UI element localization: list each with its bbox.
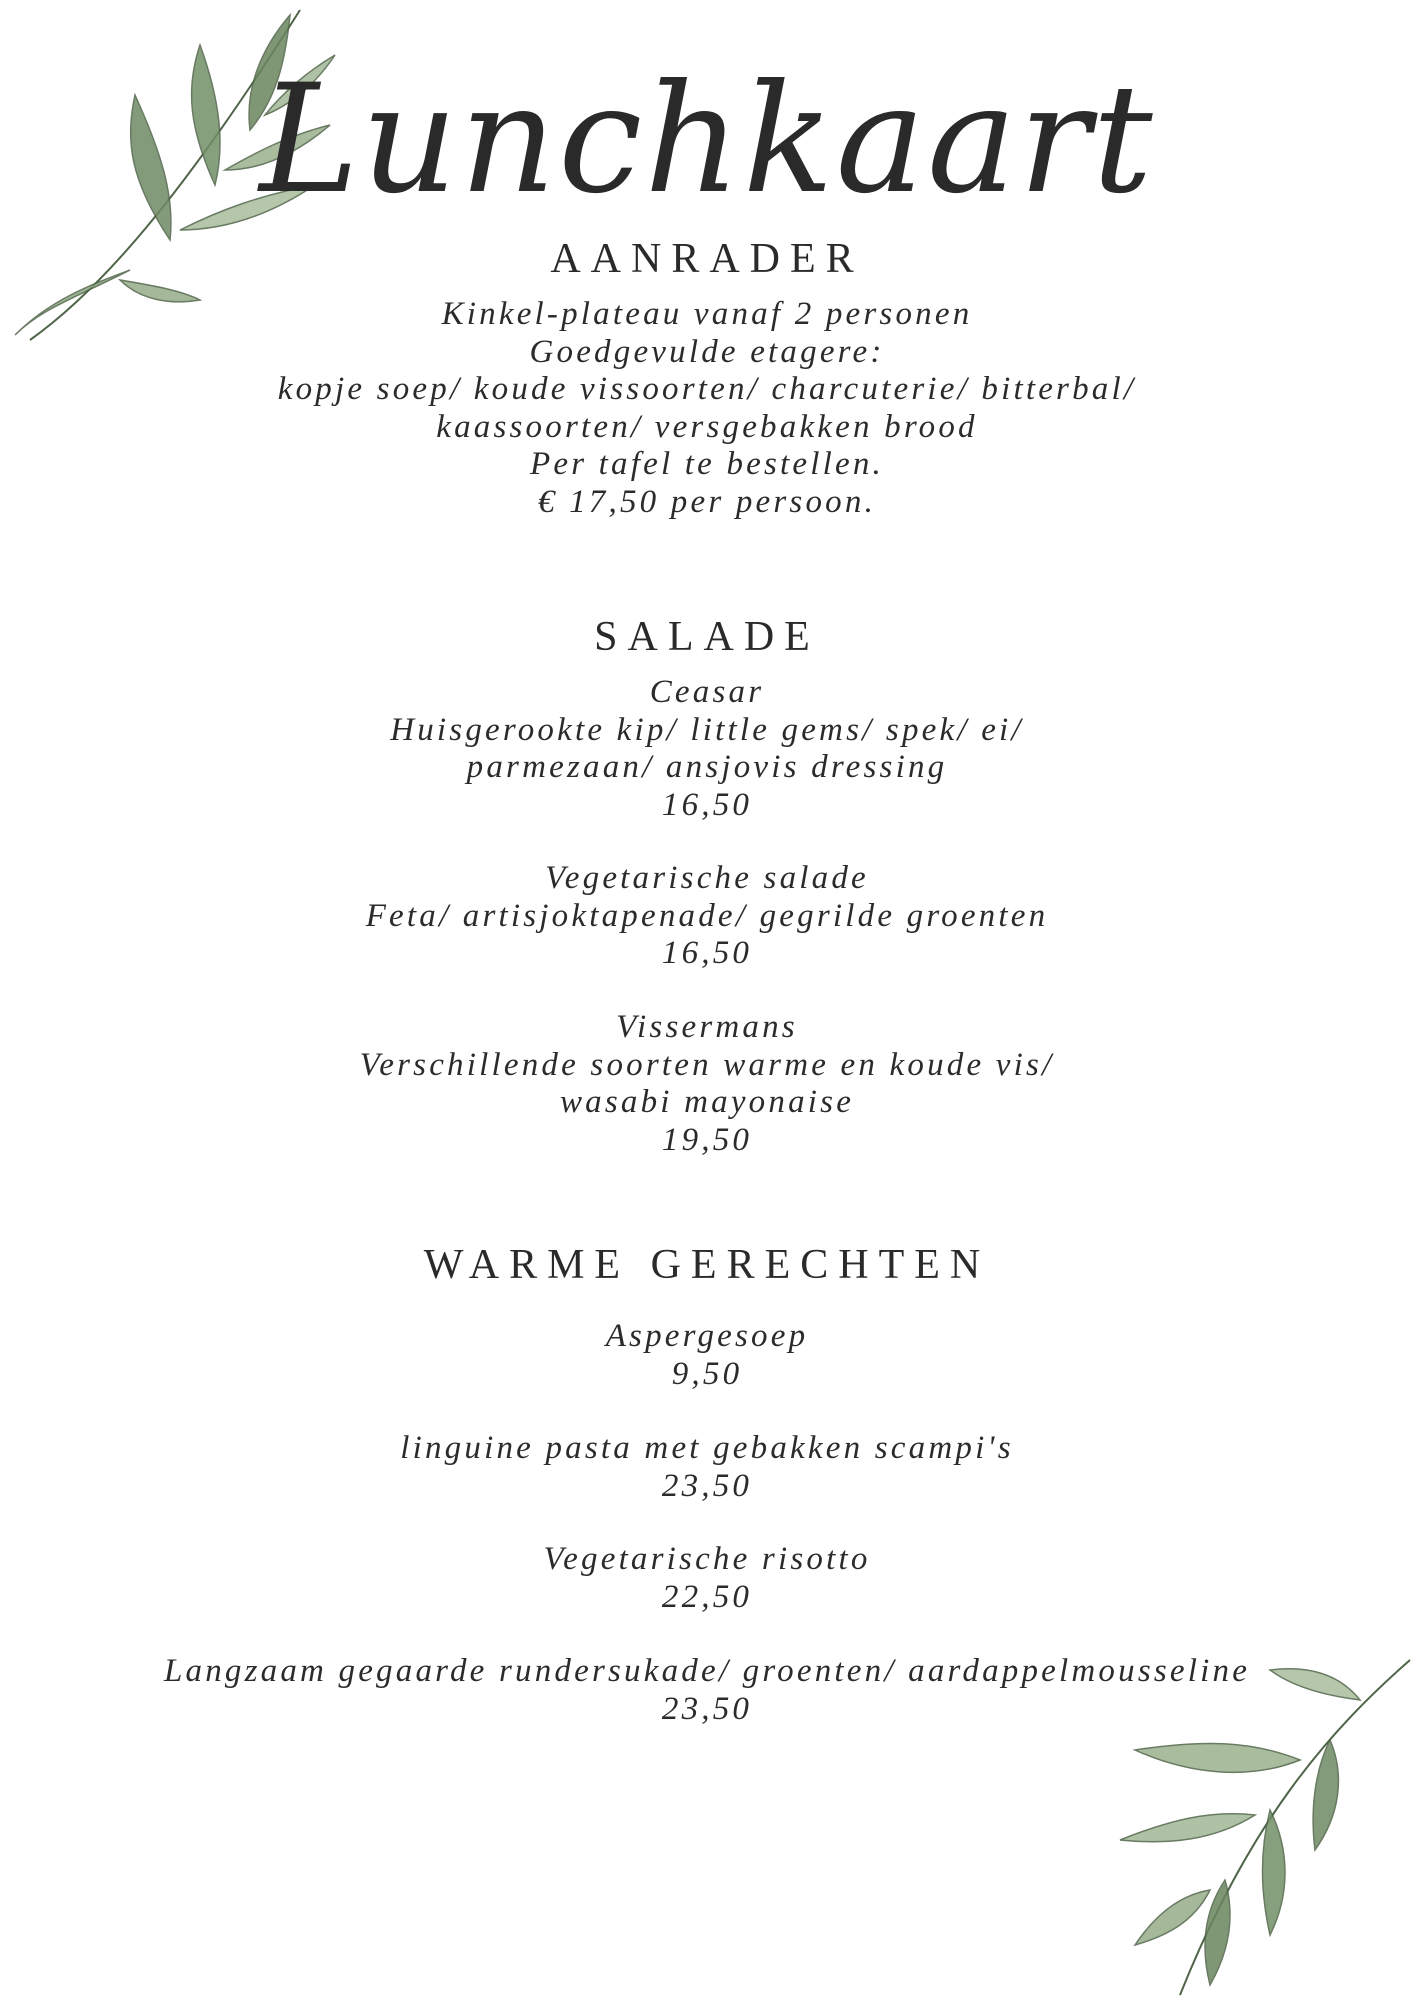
aanrader-line: kopje soep/ koude vissoorten/ charcuterie/ bitterbal/: [277, 371, 1137, 407]
item-description: Verschillende soorten warme en koude vis/: [359, 1046, 1055, 1083]
item-price: 23,50: [661, 1690, 753, 1727]
aanrader-line: € 17,50 per persoon.: [537, 483, 877, 520]
item-price: 9,50: [671, 1355, 743, 1392]
item-description: wasabi mayonaise: [559, 1084, 855, 1120]
page-title: Lunchkaart: [259, 53, 1155, 227]
menu-item-vissermans: [0, 1009, 1414, 1159]
section-heading-aanrader: AANRADER: [550, 236, 864, 282]
item-name: Aspergesoep: [605, 1318, 809, 1354]
aanrader-line: kaassoorten/ versgebakken brood: [436, 408, 978, 445]
item-name: Vissermans: [616, 1009, 798, 1045]
item-name: Ceasar: [649, 674, 765, 710]
menu-item-linguine: [0, 1430, 1414, 1505]
item-price: 16,50: [661, 935, 753, 971]
item-price: 16,50: [661, 786, 753, 823]
aanrader-description: [0, 296, 1414, 521]
item-name: Vegetarische salade: [545, 860, 869, 896]
item-description: Feta/ artisjoktapenade/ gegrilde groenten: [365, 897, 1049, 934]
item-description: Huisgerookte kip/ little gems/ spek/ ei/: [390, 711, 1024, 748]
item-name: Vegetarische risotto: [543, 1541, 871, 1577]
item-price: 23,50: [661, 1467, 753, 1504]
menu-item-vegetarische-risotto: [0, 1541, 1414, 1616]
menu-item-rundersukade: [0, 1653, 1414, 1728]
aanrader-line: Per tafel te bestellen.: [529, 446, 884, 482]
menu-item-ceasar: [0, 674, 1414, 824]
menu-item-vegetarische-salade: [0, 860, 1414, 973]
item-description: parmezaan/ ansjovis dressing: [466, 749, 948, 785]
item-price: 19,50: [661, 1121, 753, 1158]
menu-item-aspergesoep: [0, 1318, 1414, 1393]
item-price: 22,50: [661, 1578, 753, 1615]
aanrader-line: Goedgevulde etagere:: [529, 333, 885, 370]
section-heading-warme-gerechten: WARME GERECHTEN: [423, 1242, 991, 1288]
aanrader-line: Kinkel-plateau vanaf 2 personen: [441, 296, 973, 332]
item-name: Langzaam gegaarde rundersukade/ groenten/ aardappelmousseline: [163, 1653, 1251, 1689]
section-heading-salade: SALADE: [594, 614, 820, 660]
item-name: linguine pasta met gebakken scampi's: [400, 1430, 1014, 1466]
